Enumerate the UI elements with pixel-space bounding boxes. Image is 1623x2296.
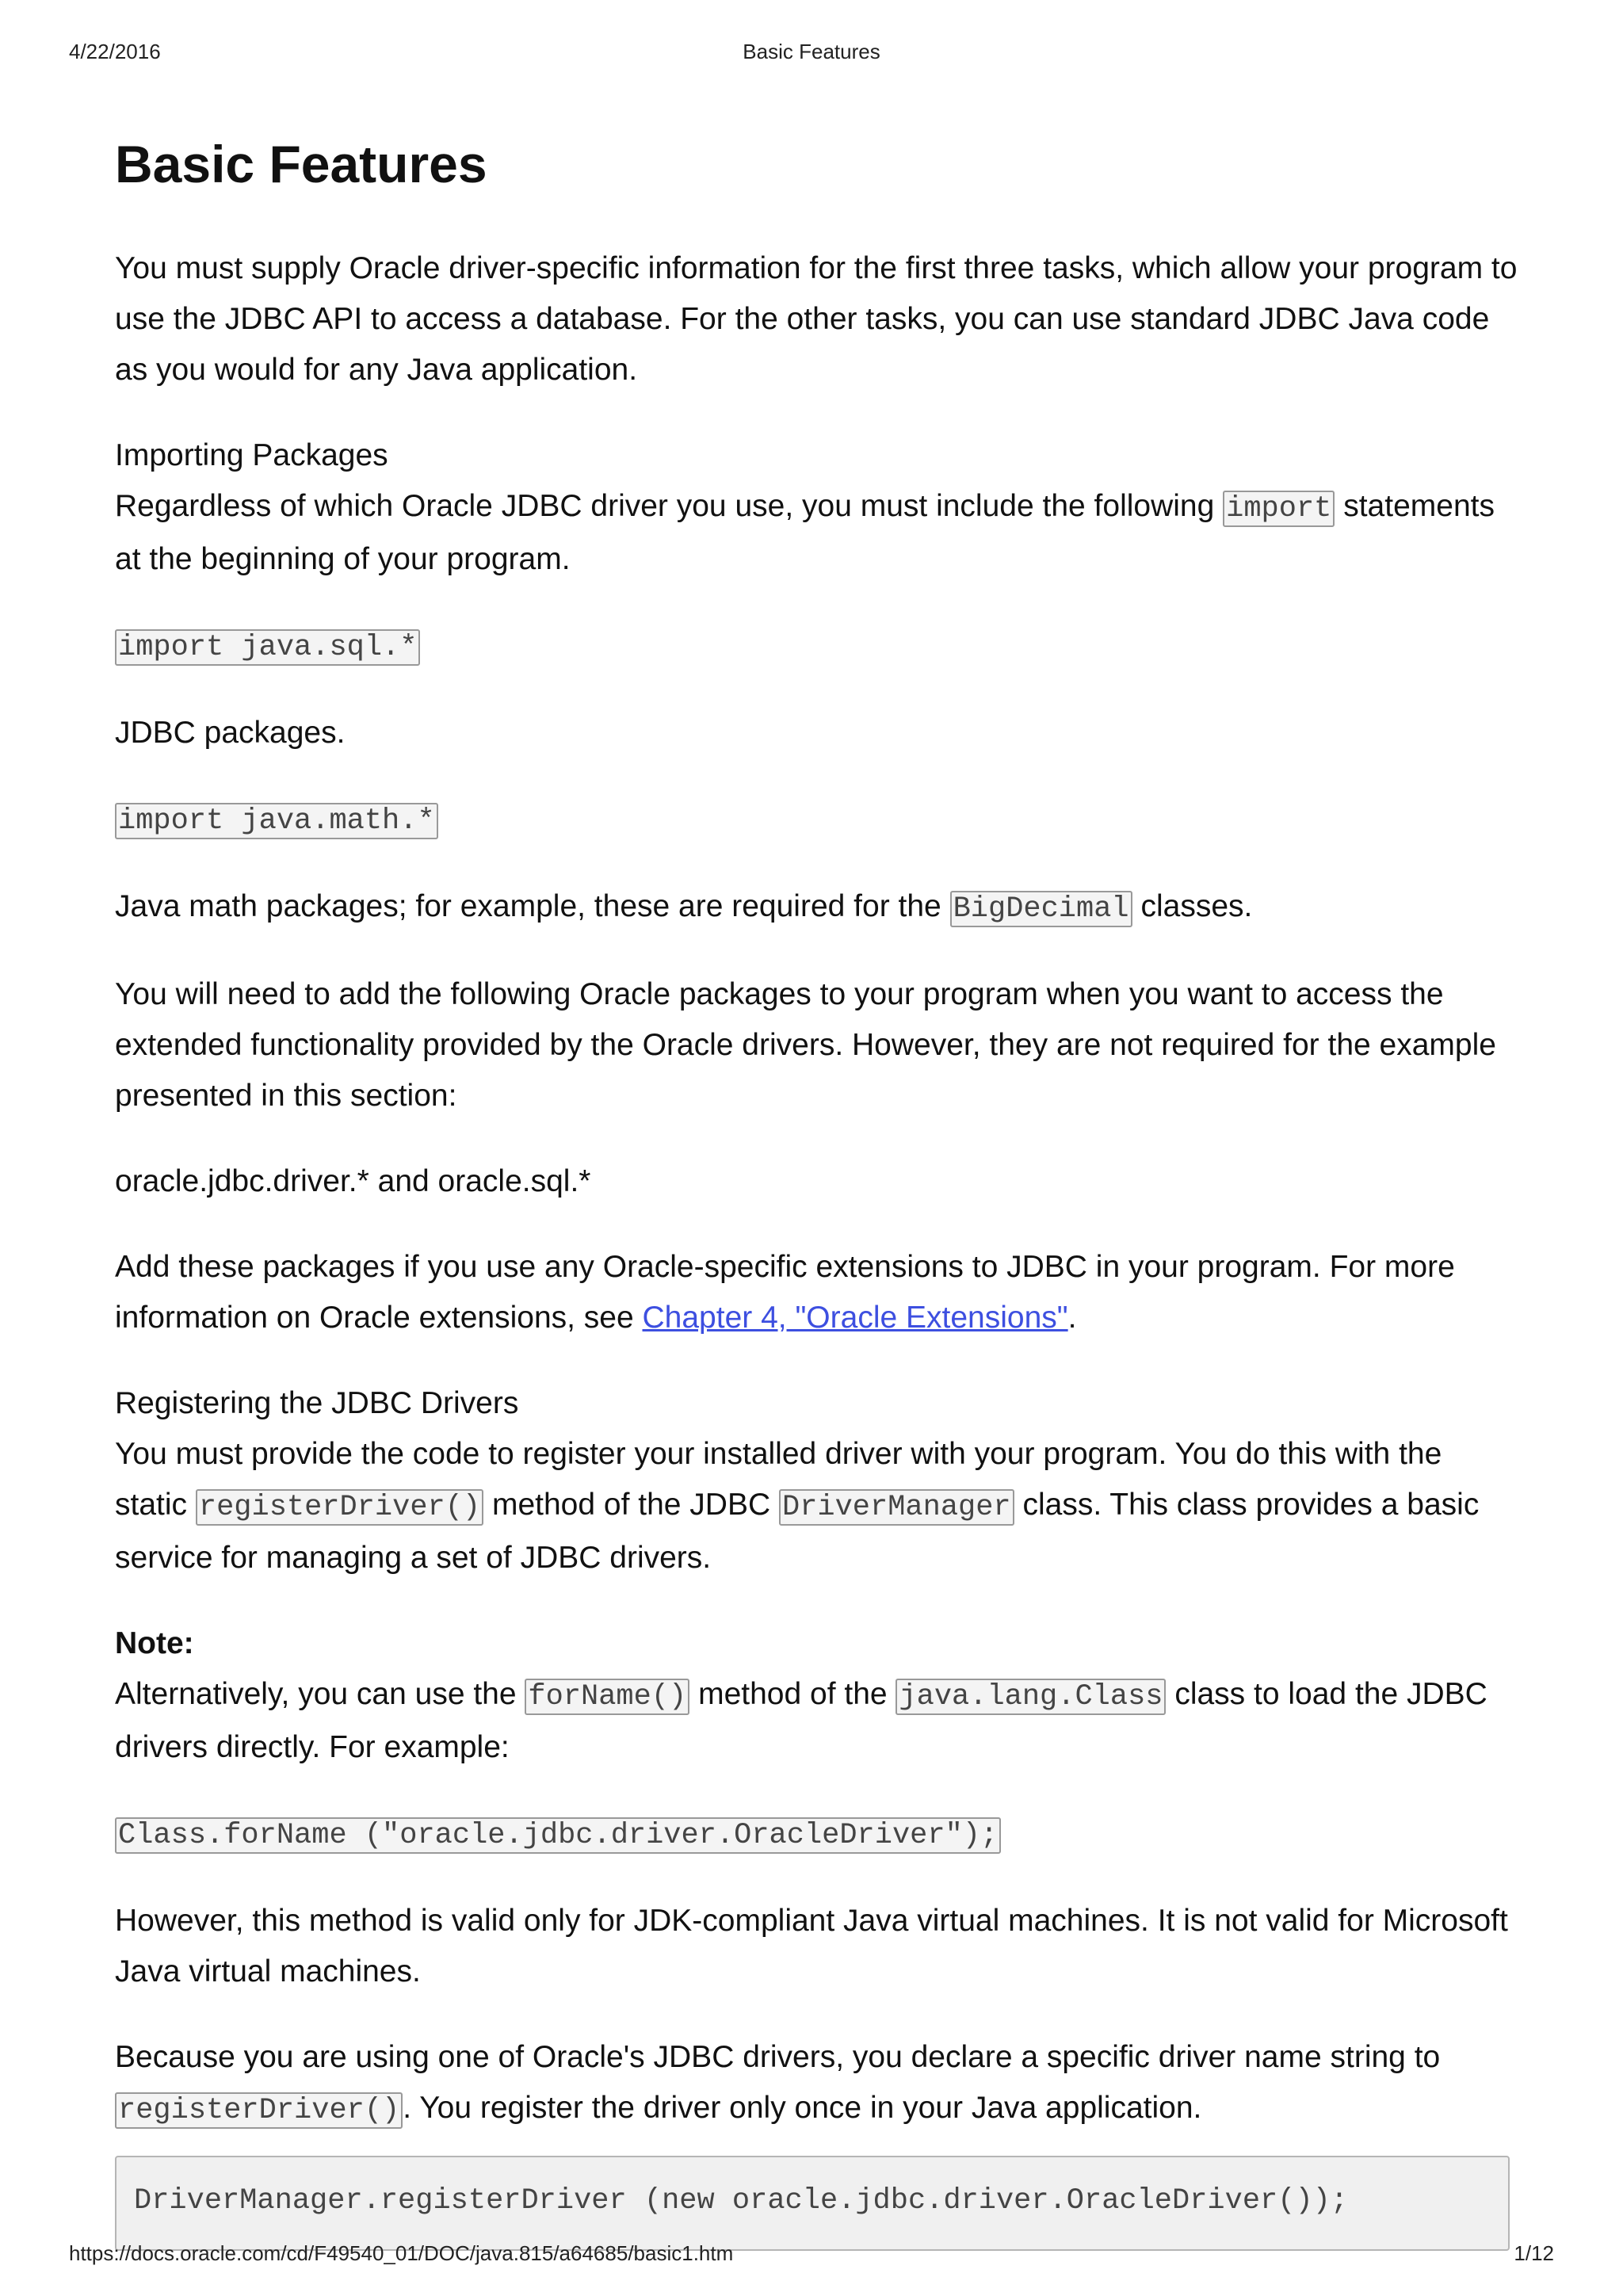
registering-text-2: method of the JDBC [483, 1488, 779, 1522]
print-date: 4/22/2016 [69, 40, 161, 63]
sql-import-code: import java.sql.* [115, 629, 420, 666]
note-text-2: method of the [689, 1677, 896, 1712]
registering-text-1: You must provide the code to register your installed driver with your program. You do this with the static [115, 1437, 1442, 1522]
print-title: Basic Features [743, 40, 880, 63]
importing-heading: Importing Packages [115, 438, 388, 473]
intro-paragraph: You must supply Oracle driver-specific information for the first three tasks, which allow your program to use the JDBC API to access a database. For the other tasks, you can use standard JDBC Java code as you would for any Java application. [115, 251, 1518, 388]
math-import-line [115, 793, 1518, 846]
declare-paragraph [115, 2032, 1518, 2136]
declare-text-2: . You register the driver only once in your Java application. [403, 2091, 1202, 2126]
importing-text-before: Regardless of which Oracle JDBC driver you use, you must include the following [115, 489, 1224, 524]
note-paragraph [115, 1669, 1518, 1773]
note-text-3: class to load the JDBC drivers directly. For example: [115, 1677, 1487, 1765]
note-text-1: Alternatively, you can use the [115, 1677, 525, 1712]
bigdecimal-code: BigDecimal [950, 891, 1132, 927]
validity-paragraph: However, this method is valid only for JDK-compliant Java virtual machines. It is not valid for Microsoft Java virtual machines. [115, 1904, 1508, 1989]
oracle-packages-list: oracle.jdbc.driver.* and oracle.sql.* [115, 1164, 591, 1199]
note-section [115, 1618, 1518, 1997]
registering-heading: Registering the JDBC Drivers [115, 1386, 519, 1421]
register-driver-code-2: registerDriver() [115, 2092, 403, 2129]
extensions-text-after: . [1067, 1301, 1077, 1335]
note-label: Note: [115, 1626, 194, 1661]
java-lang-class-code: java.lang.Class [896, 1679, 1166, 1715]
page-number: 1/12 [1514, 2241, 1554, 2265]
oracle-extensions-link[interactable]: Chapter 4, "Oracle Extensions" [642, 1301, 1068, 1335]
forname-code: forName() [525, 1679, 689, 1715]
oracle-packages-intro: You will need to add the following Oracle packages to your program when you want to access the extended functionality provided by the Oracle drivers. However, they are not required for the example presented in this section: [115, 977, 1496, 1114]
declare-text-1: Because you are using one of Oracle's JDBC drivers, you declare a specific driver name string to [115, 2040, 1441, 2075]
document-content [115, 127, 1518, 2227]
sql-import-description: JDBC packages. [115, 716, 346, 751]
registering-section [115, 1378, 1518, 1584]
registering-text-3: class. This class provides a basic service for managing a set of JDBC drivers. [115, 1488, 1480, 1576]
print-header [69, 40, 1554, 68]
register-driver-code-block: DriverManager.registerDriver (new oracle.jdbc.driver.OracleDriver()); [115, 2156, 1510, 2251]
page-title: Basic Features [115, 135, 487, 193]
print-url: https://docs.oracle.com/cd/F49540_01/DOC/java.815/a64685/basic1.htm [69, 2241, 734, 2265]
importing-paragraph [115, 481, 1518, 585]
import-keyword-code: import [1223, 491, 1335, 527]
math-import-description [115, 881, 1518, 934]
registering-paragraph [115, 1429, 1518, 1584]
forname-example-code: Class.forName ("oracle.jdbc.driver.OracleDriver"); [115, 1817, 1001, 1854]
register-driver-code: registerDriver() [196, 1489, 483, 1526]
print-footer [69, 2241, 1554, 2270]
importing-section [115, 430, 1518, 1343]
forname-example-line [115, 1808, 1518, 1861]
math-desc-after: classes. [1132, 889, 1253, 924]
extensions-paragraph [115, 1242, 1518, 1343]
sql-import-line [115, 620, 1518, 673]
driver-manager-code: DriverManager [779, 1489, 1014, 1526]
math-desc-before: Java math packages; for example, these are required for the [115, 889, 950, 924]
math-import-code: import java.math.* [115, 803, 438, 839]
extensions-text-before: Add these packages if you use any Oracle-specific extensions to JDBC in your program. For more information on Oracle extensions, see [115, 1250, 1455, 1335]
importing-text-after: statements at the beginning of your program. [115, 489, 1495, 577]
